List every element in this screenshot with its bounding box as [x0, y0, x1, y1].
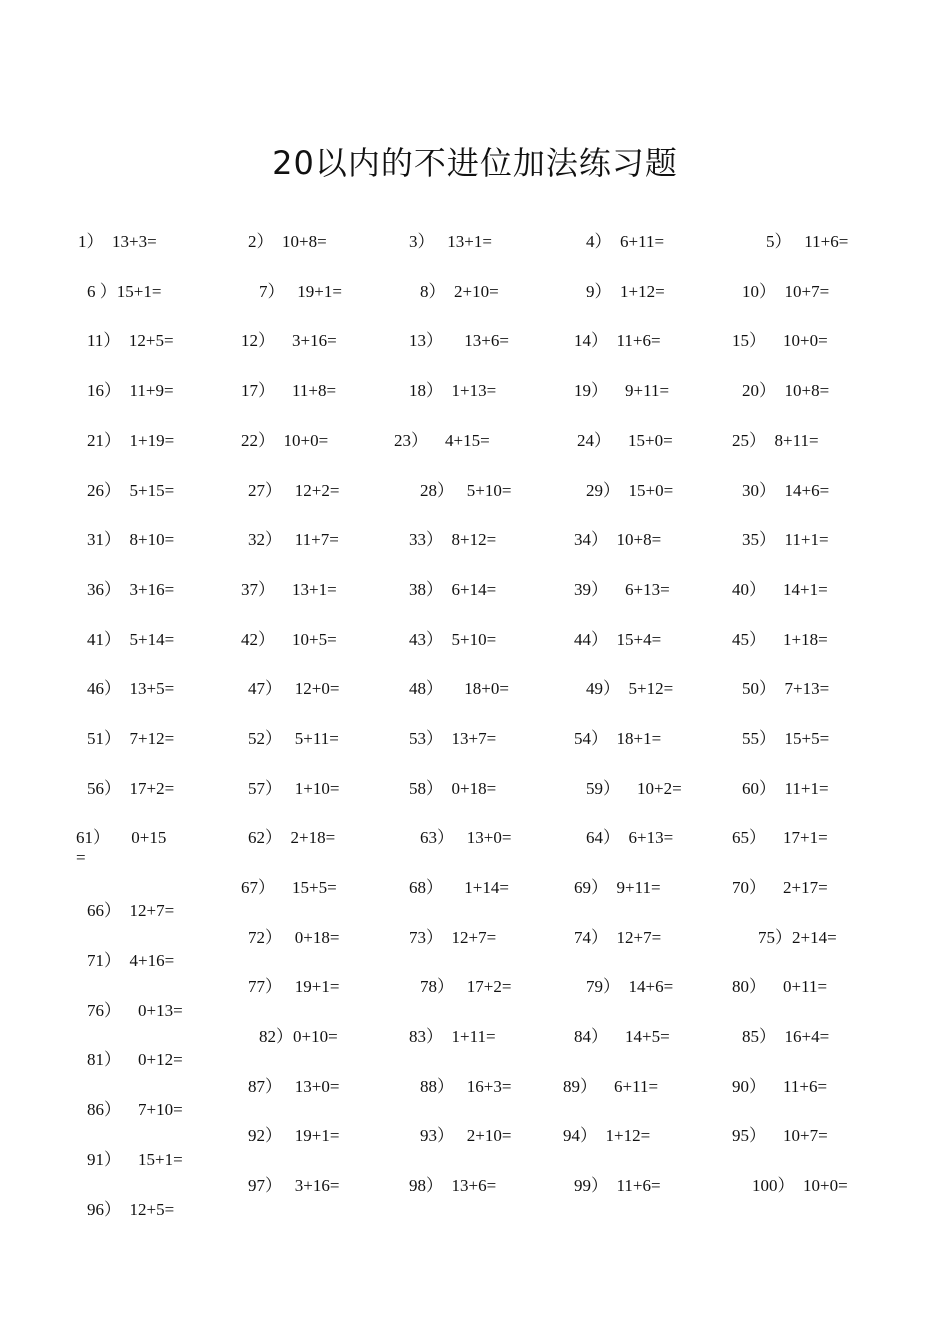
problem-64: 64） 6+13=	[586, 828, 674, 847]
problem-21: 21） 1+19=	[87, 431, 175, 450]
problem-78: 78） 17+2=	[420, 977, 512, 996]
problem-13: 13） 13+6=	[409, 331, 509, 350]
problem-16: 16） 11+9=	[87, 381, 174, 400]
problem-92: 92） 19+1=	[248, 1126, 340, 1145]
problem-14: 14） 11+6=	[574, 331, 661, 350]
problem-41: 41） 5+14=	[87, 630, 175, 649]
problem-54: 54） 18+1=	[574, 729, 662, 748]
problem-12: 12） 3+16=	[241, 331, 337, 350]
problem-15: 15） 10+0=	[732, 331, 828, 350]
problem-74: 74） 12+7=	[574, 928, 662, 947]
problem-99: 99） 11+6=	[574, 1176, 661, 1195]
problem-67: 67） 15+5=	[241, 878, 337, 897]
problem-19: 19） 9+11=	[574, 381, 670, 400]
problem-83: 83） 1+11=	[409, 1027, 496, 1046]
problem-43: 43） 5+10=	[409, 630, 497, 649]
problem-18: 18） 1+13=	[409, 381, 497, 400]
problem-39: 39） 6+13=	[574, 580, 670, 599]
problem-48: 48） 18+0=	[409, 679, 509, 698]
problem-97: 97） 3+16=	[248, 1176, 340, 1195]
problem-57: 57） 1+10=	[248, 779, 340, 798]
problem-49: 49） 5+12=	[586, 679, 674, 698]
problem-93: 93） 2+10=	[420, 1126, 512, 1145]
problem-77: 77） 19+1=	[248, 977, 340, 996]
problem-84: 84） 14+5=	[574, 1027, 670, 1046]
problem-47: 47） 12+0=	[248, 679, 340, 698]
problem-94: 94） 1+12=	[563, 1126, 651, 1145]
problem-53: 53） 13+7=	[409, 729, 497, 748]
problem-45: 45） 1+18=	[732, 630, 828, 649]
problem-2: 2） 10+8=	[248, 232, 327, 251]
problem-35: 35） 11+1=	[742, 530, 829, 549]
problem-6: 6 ）15+1=	[87, 282, 162, 301]
problem-37: 37） 13+1=	[241, 580, 337, 599]
problem-65: 65） 17+1=	[732, 828, 828, 847]
problem-66: 66） 12+7=	[87, 901, 175, 920]
problem-29: 29） 15+0=	[586, 481, 674, 500]
problem-25: 25） 8+11=	[732, 431, 819, 450]
problem-91: 91） 15+1=	[87, 1150, 183, 1169]
problem-58: 58） 0+18=	[409, 779, 497, 798]
problem-8: 8） 2+10=	[420, 282, 499, 301]
problem-70: 70） 2+17=	[732, 878, 828, 897]
problem-40: 40） 14+1=	[732, 580, 828, 599]
problem-31: 31） 8+10=	[87, 530, 175, 549]
problem-87: 87） 13+0=	[248, 1077, 340, 1096]
problem-46: 46） 13+5=	[87, 679, 175, 698]
problem-72: 72） 0+18=	[248, 928, 340, 947]
problem-55: 55） 15+5=	[742, 729, 830, 748]
problem-5: 5） 11+6=	[766, 232, 849, 251]
problem-42: 42） 10+5=	[241, 630, 337, 649]
problem-4: 4） 6+11=	[586, 232, 665, 251]
problem-59: 59） 10+2=	[586, 779, 682, 798]
problem-71: 71） 4+16=	[87, 951, 175, 970]
problem-90: 90） 11+6=	[732, 1077, 828, 1096]
problem-17: 17） 11+8=	[241, 381, 337, 400]
problem-33: 33） 8+12=	[409, 530, 497, 549]
problem-3: 3） 13+1=	[409, 232, 492, 251]
problem-1: 1） 13+3=	[78, 232, 157, 251]
problem-88: 88） 16+3=	[420, 1077, 512, 1096]
problem-79: 79） 14+6=	[586, 977, 674, 996]
problem-73: 73） 12+7=	[409, 928, 497, 947]
problem-7: 7） 19+1=	[259, 282, 342, 301]
problem-96: 96） 12+5=	[87, 1200, 175, 1219]
problem-52: 52） 5+11=	[248, 729, 339, 748]
problem-89: 89） 6+11=	[563, 1077, 659, 1096]
problem-95: 95） 10+7=	[732, 1126, 828, 1145]
problem-76: 76） 0+13=	[87, 1001, 183, 1020]
problem-69: 69） 9+11=	[574, 878, 661, 897]
problem-30: 30） 14+6=	[742, 481, 830, 500]
problem-9: 9） 1+12=	[586, 282, 665, 301]
problem-27: 27） 12+2=	[248, 481, 340, 500]
problem-50: 50） 7+13=	[742, 679, 830, 698]
problem-11: 11） 12+5=	[87, 331, 174, 350]
problem-22: 22） 10+0=	[241, 431, 329, 450]
problem-100: 100） 10+0=	[752, 1176, 848, 1195]
page-title: 20以内的不进位加法练习题	[272, 144, 678, 182]
problem-98: 98） 13+6=	[409, 1176, 497, 1195]
problem-51: 51） 7+12=	[87, 729, 175, 748]
problem-20: 20） 10+8=	[742, 381, 830, 400]
problem-61: 61） 0+15 =	[76, 828, 167, 867]
problem-68: 68） 1+14=	[409, 878, 509, 897]
problem-60: 60） 11+1=	[742, 779, 829, 798]
problem-34: 34） 10+8=	[574, 530, 662, 549]
problem-75: 75）2+14=	[758, 928, 837, 947]
problem-24: 24） 15+0=	[577, 431, 673, 450]
problem-38: 38） 6+14=	[409, 580, 497, 599]
problem-36: 36） 3+16=	[87, 580, 175, 599]
problem-63: 63） 13+0=	[420, 828, 512, 847]
problem-86: 86） 7+10=	[87, 1100, 183, 1119]
problem-10: 10） 10+7=	[742, 282, 830, 301]
problem-81: 81） 0+12=	[87, 1050, 183, 1069]
problem-82: 82）0+10=	[259, 1027, 338, 1046]
problem-85: 85） 16+4=	[742, 1027, 830, 1046]
problem-23: 23） 4+15=	[394, 431, 490, 450]
problem-56: 56） 17+2=	[87, 779, 175, 798]
problem-32: 32） 11+7=	[248, 530, 339, 549]
problem-28: 28） 5+10=	[420, 481, 512, 500]
problem-44: 44） 15+4=	[574, 630, 662, 649]
problem-80: 80） 0+11=	[732, 977, 828, 996]
problem-26: 26） 5+15=	[87, 481, 175, 500]
problem-62: 62） 2+18=	[248, 828, 336, 847]
